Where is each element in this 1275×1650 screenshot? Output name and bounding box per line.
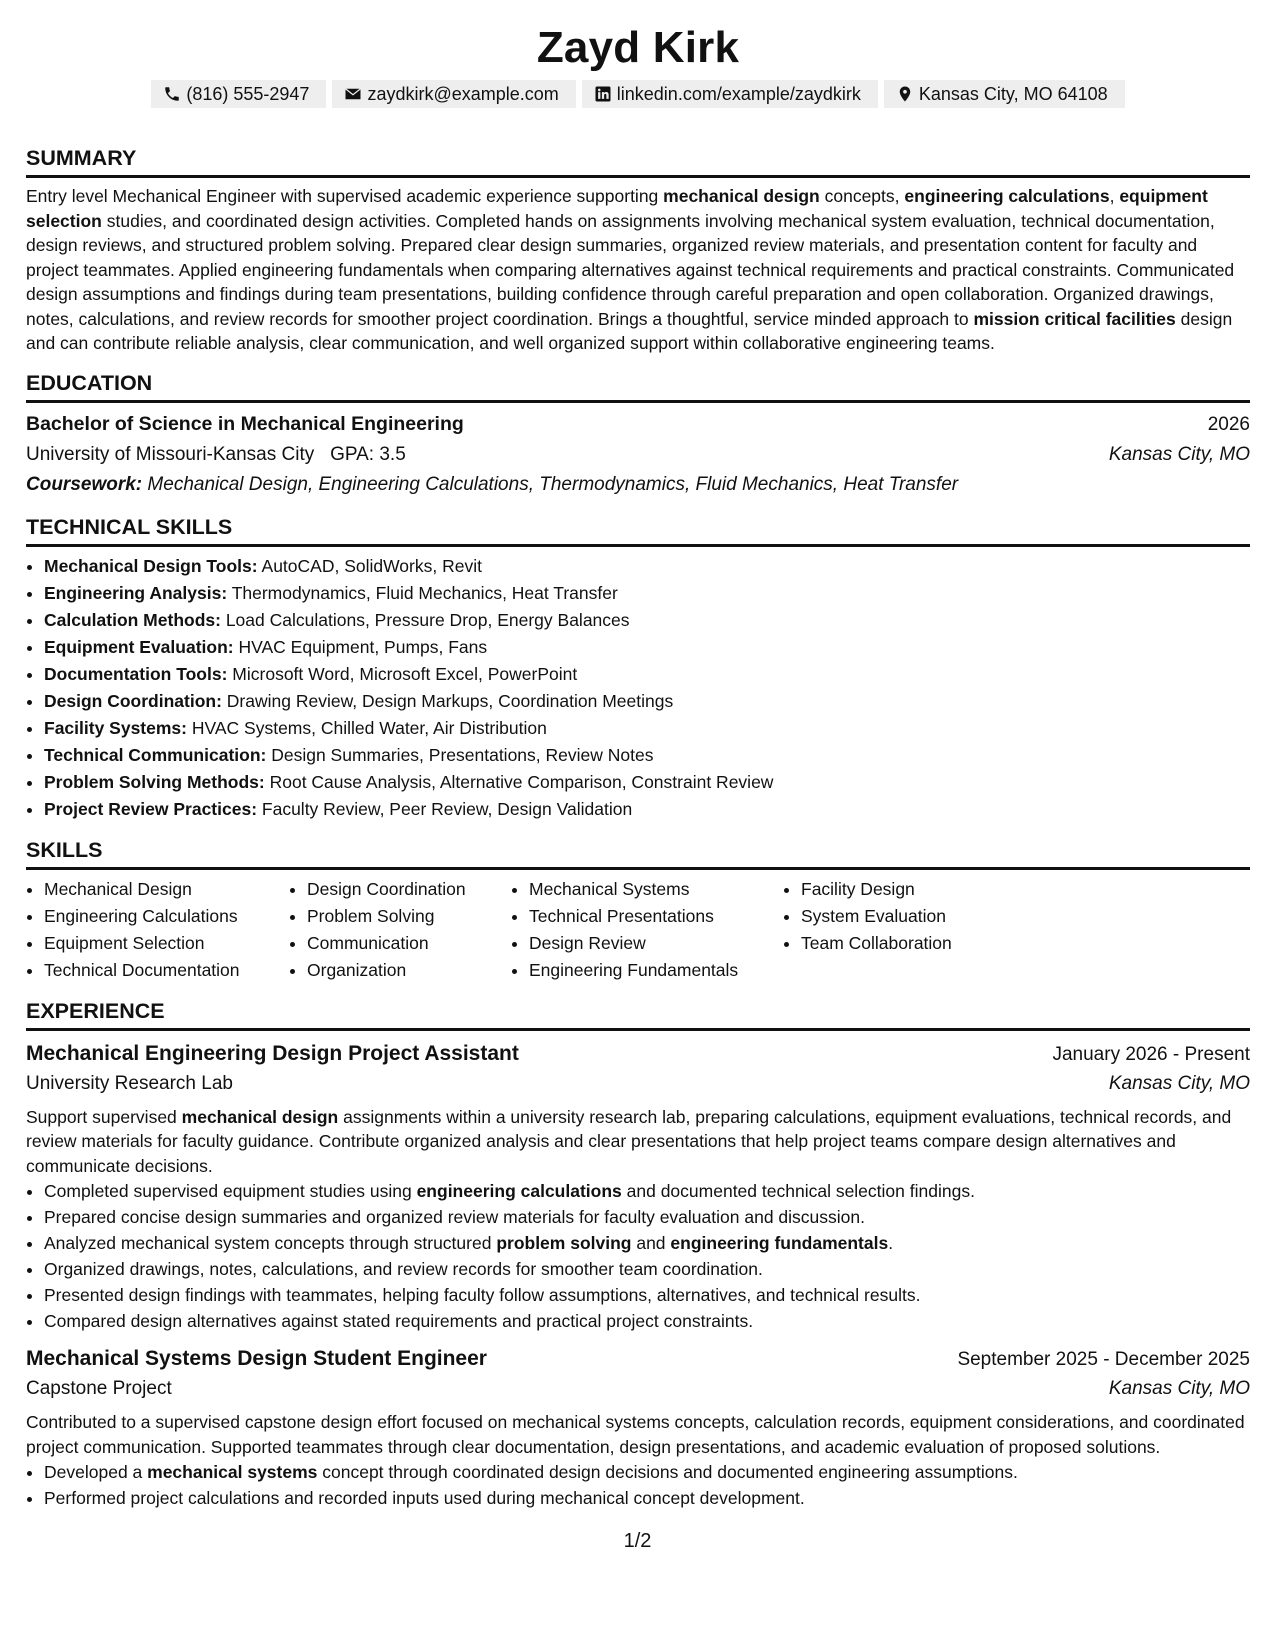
school-location: Kansas City, MO bbox=[1108, 443, 1250, 465]
job-title-row bbox=[26, 1344, 1250, 1374]
experience-heading: EXPERIENCE bbox=[26, 998, 1250, 1031]
contact-phone bbox=[151, 80, 326, 108]
coursework-list: Mechanical Design, Engineering Calculations, Thermodynamics, Fluid Mechanics, Heat Transfer bbox=[147, 473, 959, 495]
job-org: University Research Lab bbox=[26, 1072, 233, 1094]
job-bullets bbox=[26, 1178, 1250, 1334]
job-entry bbox=[26, 1039, 1250, 1335]
contact-linkedin[interactable] bbox=[582, 80, 878, 108]
list-item: • Facility Systems: HVAC Systems, Chilled Water, Air Distribution bbox=[44, 715, 1250, 742]
job-org-row bbox=[26, 1374, 1250, 1404]
job-location: Kansas City, MO bbox=[1108, 1378, 1250, 1399]
list-item: • Design Coordination: Drawing Review, Design Markups, Coordination Meetings bbox=[44, 688, 1250, 715]
list-item: • Mechanical Systems bbox=[529, 876, 783, 903]
job-dates: January 2026 - Present bbox=[1052, 1043, 1250, 1065]
education-degree-row bbox=[26, 409, 1250, 440]
list-item: • Analyzed mechanical system concepts through structured problem solving and engineering fundamentals. bbox=[44, 1230, 1250, 1256]
job-bullets bbox=[26, 1459, 1250, 1511]
coursework-label: Coursework: bbox=[26, 473, 143, 495]
list-item: • Mechanical Design bbox=[44, 876, 289, 903]
list-item: • Engineering Analysis: Thermodynamics, Fluid Mechanics, Heat Transfer bbox=[44, 580, 1250, 607]
list-item: • Documentation Tools: Microsoft Word, Microsoft Excel, PowerPoint bbox=[44, 661, 1250, 688]
list-item: • Project Review Practices: Faculty Review, Peer Review, Design Validation bbox=[44, 796, 1250, 823]
job-description: Support supervised mechanical design assignments within a university research lab, preparing calculations, equipment evaluations, technical records, and review materials for faculty guidance. Contribute organized analysis and clear presentations that help project teams compare design alternatives and communicate decisions. bbox=[26, 1106, 1232, 1176]
job-org: Capstone Project bbox=[26, 1378, 172, 1399]
skills-column bbox=[511, 876, 783, 984]
contact-location bbox=[884, 80, 1125, 108]
map-pin-icon bbox=[896, 85, 914, 103]
envelope-icon bbox=[344, 85, 362, 103]
list-item: • Engineering Calculations bbox=[44, 903, 289, 930]
list-item: • Technical Documentation bbox=[44, 957, 289, 984]
skills-grid bbox=[26, 876, 1250, 984]
location-text: Kansas City, MO 64108 bbox=[918, 84, 1108, 104]
coursework bbox=[26, 470, 1250, 500]
list-item: • Team Collaboration bbox=[801, 930, 1021, 957]
list-item: • Design Coordination bbox=[307, 876, 511, 903]
list-item: • Presented design findings with teammates, helping faculty follow assumptions, alternatives, and technical results. bbox=[44, 1282, 1250, 1308]
education-school-row bbox=[26, 440, 1250, 470]
candidate-name: Zayd Kirk bbox=[536, 23, 740, 72]
list-item: • Compared design alternatives against stated requirements and practical project constraints. bbox=[44, 1308, 1250, 1334]
job-dates: September 2025 - December 2025 bbox=[957, 1349, 1250, 1370]
gpa: GPA: 3.5 bbox=[330, 443, 406, 465]
job-description: Contributed to a supervised capstone design effort focused on mechanical systems concepts, calculation records, equipment considerations, and coordinated project communication. Supported teammates through clear documentation, design presentations, and academic evaluation of proposed solutions. bbox=[26, 1412, 1245, 1457]
list-item: • System Evaluation bbox=[801, 903, 1021, 930]
list-item: • Problem Solving Methods: Root Cause Analysis, Alternative Comparison, Constraint Review bbox=[44, 769, 1250, 796]
list-item: • Technical Presentations bbox=[529, 903, 783, 930]
list-item: • Calculation Methods: Load Calculations, Pressure Drop, Energy Balances bbox=[44, 607, 1250, 634]
list-item: • Completed supervised equipment studies using engineering calculations and documented technical selection findings. bbox=[44, 1178, 1250, 1204]
list-item: • Performed project calculations and recorded inputs used during mechanical concept development. bbox=[44, 1485, 1250, 1511]
phone-icon bbox=[163, 85, 181, 103]
list-item: • Design Review bbox=[529, 930, 783, 957]
summary-text: Entry level Mechanical Engineer with supervised academic experience supporting mechanical design concepts, engineering calculations, equipment selection studies, and coordinated design activities. Completed hands on assignments involving mechanical system evaluation, technical documentation, design reviews, and structured problem solving. Prepared clear design summaries, organized review materials, and presentation content for faculty and project teammates. Applied engineering fundamentals when comparing alternatives against technical requirements and practical constraints. Communicated design assumptions and findings during team presentations, building confidence through careful preparation and open collaboration. Organized drawings, notes, calculations, and review records for smoother project coordination. Brings a thoughtful, service minded approach to mission critical facilities design and can contribute reliable analysis, clear communication, and well organized support within collaborative engineering teams. bbox=[26, 186, 1235, 353]
job-title: Mechanical Engineering Design Project Assistant bbox=[26, 1041, 519, 1065]
list-item: • Prepared concise design summaries and organized review materials for faculty evaluation and discussion. bbox=[44, 1204, 1250, 1230]
page-number: 1/2 bbox=[623, 1530, 652, 1552]
job-location: Kansas City, MO bbox=[1108, 1072, 1250, 1094]
list-item: • Communication bbox=[307, 930, 511, 957]
skills-column bbox=[783, 876, 1021, 984]
job-title: Mechanical Systems Design Student Engineer bbox=[26, 1347, 487, 1370]
resume-page bbox=[26, 0, 1250, 1511]
graduation-year: 2026 bbox=[1207, 413, 1250, 435]
job-entry bbox=[26, 1344, 1250, 1511]
list-item: • Developed a mechanical systems concept through coordinated design decisions and documented engineering assumptions. bbox=[44, 1459, 1250, 1485]
list-item: • Mechanical Design Tools: AutoCAD, SolidWorks, Revit bbox=[44, 553, 1250, 580]
contact-email[interactable] bbox=[332, 80, 575, 108]
degree-title: Bachelor of Science in Mechanical Engineering bbox=[26, 412, 464, 435]
list-item: • Facility Design bbox=[801, 876, 1021, 903]
list-item: • Engineering Fundamentals bbox=[529, 957, 783, 984]
skills-heading: SKILLS bbox=[26, 837, 1250, 870]
phone-text: (816) 555-2947 bbox=[186, 84, 310, 104]
summary-heading: SUMMARY bbox=[26, 145, 1250, 178]
skills-column bbox=[289, 876, 511, 984]
list-item: • Organization bbox=[307, 957, 511, 984]
technical-skills-heading: TECHNICAL SKILLS bbox=[26, 514, 1250, 547]
linkedin-text: linkedin.com/example/zaydkirk bbox=[616, 84, 861, 104]
list-item: • Problem Solving bbox=[307, 903, 511, 930]
school-name: University of Missouri-Kansas City bbox=[26, 443, 315, 465]
job-title-row bbox=[26, 1039, 1250, 1069]
contact-bar bbox=[26, 80, 1250, 108]
list-item: • Equipment Selection bbox=[44, 930, 289, 957]
job-org-row bbox=[26, 1069, 1250, 1099]
email-text: zaydkirk@example.com bbox=[367, 84, 559, 104]
list-item: • Technical Communication: Design Summaries, Presentations, Review Notes bbox=[44, 742, 1250, 769]
list-item: • Equipment Evaluation: HVAC Equipment, Pumps, Fans bbox=[44, 634, 1250, 661]
education-heading: EDUCATION bbox=[26, 370, 1250, 403]
skills-column bbox=[26, 876, 289, 984]
linkedin-icon bbox=[594, 85, 612, 103]
list-item: • Organized drawings, notes, calculations, and review records for smoother team coordination. bbox=[44, 1256, 1250, 1282]
school-and-gpa bbox=[26, 440, 406, 470]
technical-skills-list bbox=[26, 553, 1250, 823]
